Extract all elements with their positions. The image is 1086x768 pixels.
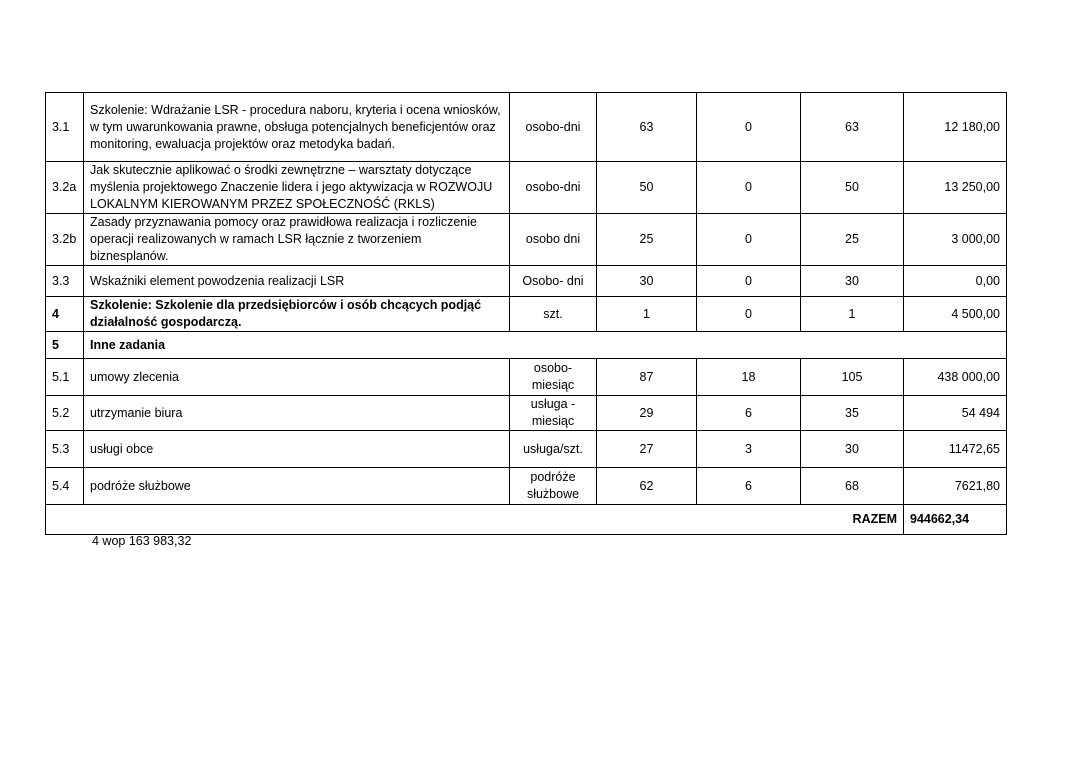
- row-quantity-2: 0: [697, 214, 801, 266]
- row-number: 5.4: [46, 468, 84, 505]
- row-quantity-2: 0: [697, 297, 801, 332]
- row-quantity-1: 25: [597, 214, 697, 266]
- row-quantity-2: 3: [697, 431, 801, 468]
- row-quantity-2: 6: [697, 468, 801, 505]
- row-amount: 13 250,00: [904, 162, 1007, 214]
- table-row: [46, 93, 1007, 162]
- row-amount: 11472,65: [904, 431, 1007, 468]
- row-quantity-total: 30: [801, 431, 904, 468]
- row-quantity-total: 105: [801, 359, 904, 396]
- row-quantity-total: 68: [801, 468, 904, 505]
- row-number: 3.3: [46, 266, 84, 297]
- table-row-section-5: [46, 332, 1007, 359]
- budget-table: [45, 92, 1007, 535]
- total-row: [46, 505, 1007, 535]
- row-amount: 3 000,00: [904, 214, 1007, 266]
- row-description: umowy zlecenia: [84, 359, 510, 396]
- footnote: 4 wop 163 983,32: [92, 534, 192, 548]
- row-description: Szkolenie: Wdrażanie LSR - procedura naboru, kryteria i ocena wniosków, w tym uwarunkowania prawne, obsługa potencjalnych beneficjentów oraz monitoring, ewaluacja projektów oraz metodyka badań.: [84, 93, 510, 162]
- table-row: [46, 162, 1007, 214]
- row-quantity-1: 29: [597, 396, 697, 431]
- row-number: 3.2a: [46, 162, 84, 214]
- table-row: [46, 431, 1007, 468]
- table-row: [46, 359, 1007, 396]
- row-quantity-2: 6: [697, 396, 801, 431]
- row-number: 3.1: [46, 93, 84, 162]
- row-quantity-total: 35: [801, 396, 904, 431]
- row-description: usługi obce: [84, 431, 510, 468]
- table-row: [46, 396, 1007, 431]
- row-unit: osobo dni: [510, 214, 597, 266]
- row-quantity-total: 30: [801, 266, 904, 297]
- row-amount: 4 500,00: [904, 297, 1007, 332]
- row-description: Zasady przyznawania pomocy oraz prawidłowa realizacja i rozliczenie operacji realizowanych w ramach LSR łącznie z tworzeniem biznesplanów.: [84, 214, 510, 266]
- section-heading: Inne zadania: [84, 332, 1007, 359]
- row-unit: szt.: [510, 297, 597, 332]
- row-unit: podróże służbowe: [510, 468, 597, 505]
- total-value: 944662,34: [904, 505, 1007, 535]
- row-quantity-2: 0: [697, 266, 801, 297]
- row-quantity-1: 50: [597, 162, 697, 214]
- row-quantity-1: 30: [597, 266, 697, 297]
- row-description: Jak skutecznie aplikować o środki zewnętrzne – warsztaty dotyczące myślenia projektowego Znaczenie lidera i jego aktywizacja w ROZWOJU LOKALNYM KIEROWANYM PRZEZ SPOŁECZNOŚĆ (RKLS): [84, 162, 510, 214]
- row-unit: osobo-dni: [510, 162, 597, 214]
- row-description: Szkolenie: Szkolenie dla przedsiębiorców i osób chcących podjąć działalność gospodarczą.: [84, 297, 510, 332]
- table-row: [46, 468, 1007, 505]
- row-amount: 12 180,00: [904, 93, 1007, 162]
- row-quantity-1: 27: [597, 431, 697, 468]
- total-label: RAZEM: [46, 505, 904, 535]
- row-quantity-2: 18: [697, 359, 801, 396]
- row-quantity-total: 63: [801, 93, 904, 162]
- row-description: Wskaźniki element powodzenia realizacji LSR: [84, 266, 510, 297]
- row-unit: usługa/szt.: [510, 431, 597, 468]
- row-unit: Osobo- dni: [510, 266, 597, 297]
- row-amount: 54 494: [904, 396, 1007, 431]
- row-unit: osobo-dni: [510, 93, 597, 162]
- row-quantity-1: 87: [597, 359, 697, 396]
- row-quantity-2: 0: [697, 162, 801, 214]
- table-row: [46, 214, 1007, 266]
- row-quantity-1: 62: [597, 468, 697, 505]
- row-number: 5: [46, 332, 84, 359]
- row-amount: 0,00: [904, 266, 1007, 297]
- row-unit: usługa - miesiąc: [510, 396, 597, 431]
- row-number: 5.2: [46, 396, 84, 431]
- row-amount: 438 000,00: [904, 359, 1007, 396]
- row-quantity-1: 63: [597, 93, 697, 162]
- row-quantity-2: 0: [697, 93, 801, 162]
- row-description: podróże służbowe: [84, 468, 510, 505]
- row-number: 3.2b: [46, 214, 84, 266]
- row-quantity-1: 1: [597, 297, 697, 332]
- table-row-section-4: [46, 297, 1007, 332]
- row-description: utrzymanie biura: [84, 396, 510, 431]
- row-quantity-total: 50: [801, 162, 904, 214]
- row-amount: 7621,80: [904, 468, 1007, 505]
- row-unit: osobo-miesiąc: [510, 359, 597, 396]
- row-quantity-total: 25: [801, 214, 904, 266]
- table-row: [46, 266, 1007, 297]
- row-number: 4: [46, 297, 84, 332]
- row-quantity-total: 1: [801, 297, 904, 332]
- row-number: 5.3: [46, 431, 84, 468]
- row-number: 5.1: [46, 359, 84, 396]
